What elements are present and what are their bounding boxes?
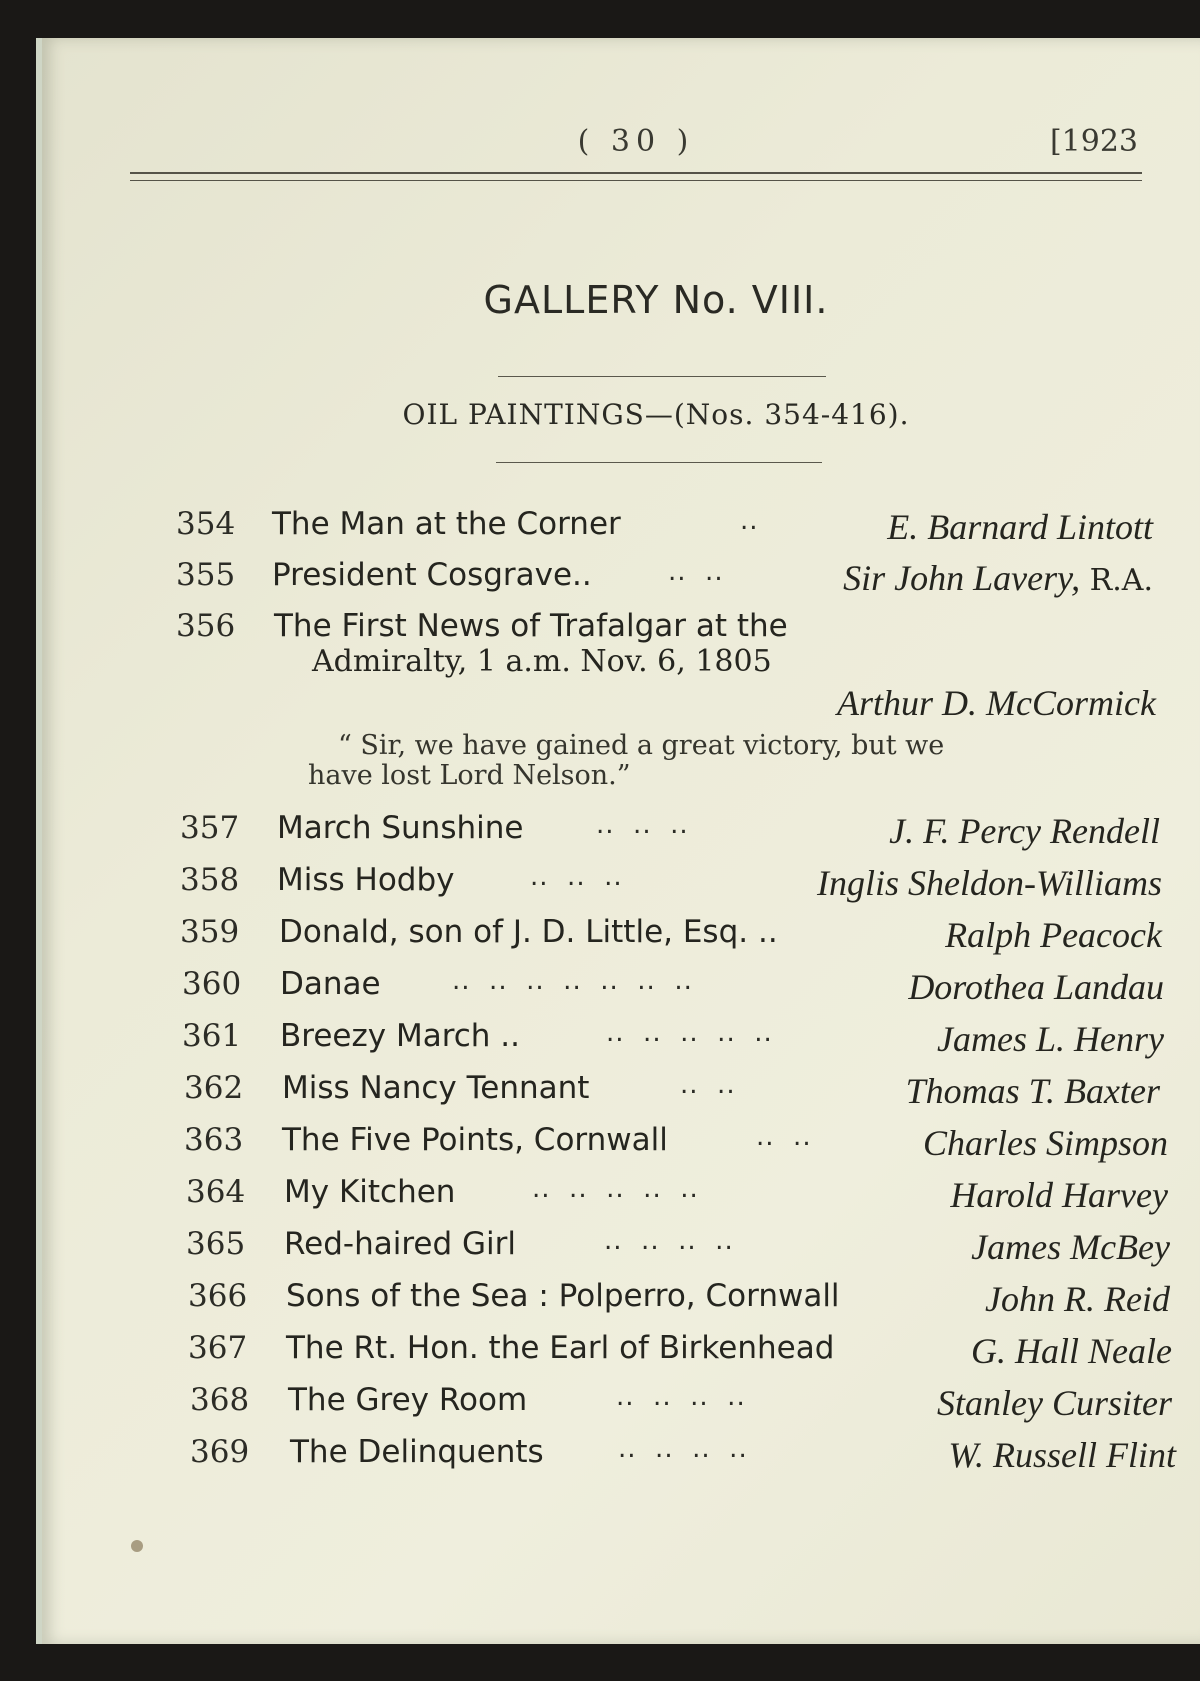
entry-title: The Delinquents xyxy=(290,1434,544,1470)
page-year: [1923 xyxy=(1049,124,1138,159)
entry-artist xyxy=(843,557,1153,599)
leader-dots: .. .. .. xyxy=(530,862,623,892)
entry-number: 355 xyxy=(176,557,236,593)
leader-dots: .. .. xyxy=(756,1122,812,1152)
entry-number: 364 xyxy=(186,1174,246,1210)
gallery-title: GALLERY No. VIII. xyxy=(483,278,829,322)
entry-title-line2: Admiralty, 1 a.m. Nov. 6, 1805 xyxy=(312,644,772,679)
entry-number: 356 xyxy=(176,608,236,644)
entry-artist: W. Russell Flint xyxy=(948,1435,1176,1475)
entry-number: 368 xyxy=(190,1382,250,1418)
leader-dots: .. .. .. .. xyxy=(604,1226,734,1256)
catalogue-entry xyxy=(0,557,1200,605)
leader-dots: .. .. xyxy=(668,557,724,587)
leader-dots: .. .. .. xyxy=(596,810,689,840)
entry-artist: Inglis Sheldon-Williams xyxy=(817,863,1162,903)
entry-number: 358 xyxy=(180,862,240,898)
entry-number: 367 xyxy=(188,1330,248,1366)
entry-artist: James McBey xyxy=(971,1227,1170,1267)
leader-dots: .. .. xyxy=(680,1070,736,1100)
page-header xyxy=(130,120,1142,172)
entry-artist: E. Barnard Lintott xyxy=(887,507,1153,547)
entry-title: Sons of the Sea : Polperro, Cornwall xyxy=(286,1278,840,1314)
entry-number: 354 xyxy=(176,506,236,542)
entry-title: Danae xyxy=(280,966,381,1002)
catalogue-entry xyxy=(0,966,1200,1014)
catalogue-entry xyxy=(0,1226,1200,1274)
catalogue-entry xyxy=(0,1018,1200,1066)
leader-dots: .. .. .. .. .. xyxy=(532,1174,699,1204)
leader-dots: .. xyxy=(740,506,759,536)
leader-dots: .. .. .. .. .. .. .. xyxy=(452,966,693,996)
entry-quote-line1: “ Sir, we have gained a great victory, but we xyxy=(338,730,945,761)
entry-artist: Charles Simpson xyxy=(922,1123,1168,1163)
leader-dots: .. .. .. .. .. xyxy=(606,1018,773,1048)
entry-quote-line2: have lost Lord Nelson.” xyxy=(308,760,631,791)
leader-dots: .. .. .. .. xyxy=(616,1382,746,1412)
entry-number: 357 xyxy=(180,810,240,846)
catalogue-entry xyxy=(0,914,1200,962)
entry-artist: Thomas T. Baxter xyxy=(905,1071,1160,1111)
entry-title: The Grey Room xyxy=(288,1382,528,1418)
entry-artist: Harold Harvey xyxy=(950,1175,1168,1215)
page-blemish xyxy=(131,1540,143,1552)
section-subtitle: OIL PAINTINGS—(Nos. 354-416). xyxy=(402,398,910,431)
catalogue-entry xyxy=(0,608,1200,798)
catalogue-entry xyxy=(0,862,1200,910)
entry-title-line1: The First News of Trafalgar at the xyxy=(274,608,788,644)
entry-artist: James L. Henry xyxy=(937,1019,1164,1059)
entry-artist: G. Hall Neale xyxy=(971,1331,1172,1371)
entry-number: 361 xyxy=(182,1018,242,1054)
entry-title: Breezy March .. xyxy=(280,1018,521,1054)
entry-title: Miss Hodby xyxy=(277,862,455,898)
header-rule xyxy=(130,172,1142,181)
entry-artist: J. F. Percy Rendell xyxy=(889,811,1160,851)
entry-artist: Stanley Cursiter xyxy=(937,1383,1172,1423)
entry-number: 365 xyxy=(186,1226,246,1262)
artist-suffix: R.A. xyxy=(1080,563,1153,598)
leader-dots: .. .. .. .. xyxy=(618,1434,748,1464)
catalogue-entry xyxy=(0,1174,1200,1222)
entry-number: 359 xyxy=(180,914,240,950)
artist-name: Sir John Lavery, xyxy=(843,558,1081,598)
entry-title: The Five Points, Cornwall xyxy=(282,1122,668,1158)
entry-title: The Man at the Corner xyxy=(272,506,621,542)
entry-artist: John R. Reid xyxy=(985,1279,1170,1319)
title-divider-bottom xyxy=(496,462,822,463)
catalogue-entry xyxy=(0,810,1200,858)
entry-number: 363 xyxy=(184,1122,244,1158)
entry-number: 369 xyxy=(190,1434,250,1470)
catalogue-entry xyxy=(0,1330,1200,1378)
catalogue-entry xyxy=(0,1070,1200,1118)
catalogue-entry xyxy=(0,1278,1200,1326)
catalogue-entry xyxy=(0,1434,1200,1482)
catalogue-entry xyxy=(0,1122,1200,1170)
title-divider-top xyxy=(498,376,826,377)
catalogue-entry xyxy=(0,506,1200,554)
entry-title: Donald, son of J. D. Little, Esq. .. xyxy=(279,914,778,950)
entry-title: Miss Nancy Tennant xyxy=(282,1070,590,1106)
catalogue-entry xyxy=(0,1382,1200,1430)
entry-title: Red-haired Girl xyxy=(284,1226,517,1262)
entry-artist: Ralph Peacock xyxy=(945,915,1162,955)
entry-title: The Rt. Hon. the Earl of Birkenhead xyxy=(286,1330,835,1366)
entry-title: President Cosgrave.. xyxy=(272,557,592,593)
entry-title: My Kitchen xyxy=(284,1174,456,1210)
page-number: ( 30 ) xyxy=(577,124,695,159)
entry-title: March Sunshine xyxy=(277,810,524,846)
entry-number: 362 xyxy=(184,1070,244,1106)
entry-number: 366 xyxy=(188,1278,248,1314)
entry-artist: Dorothea Landau xyxy=(908,967,1164,1007)
entry-number: 360 xyxy=(182,966,242,1002)
entry-artist: Arthur D. McCormick xyxy=(837,683,1156,723)
